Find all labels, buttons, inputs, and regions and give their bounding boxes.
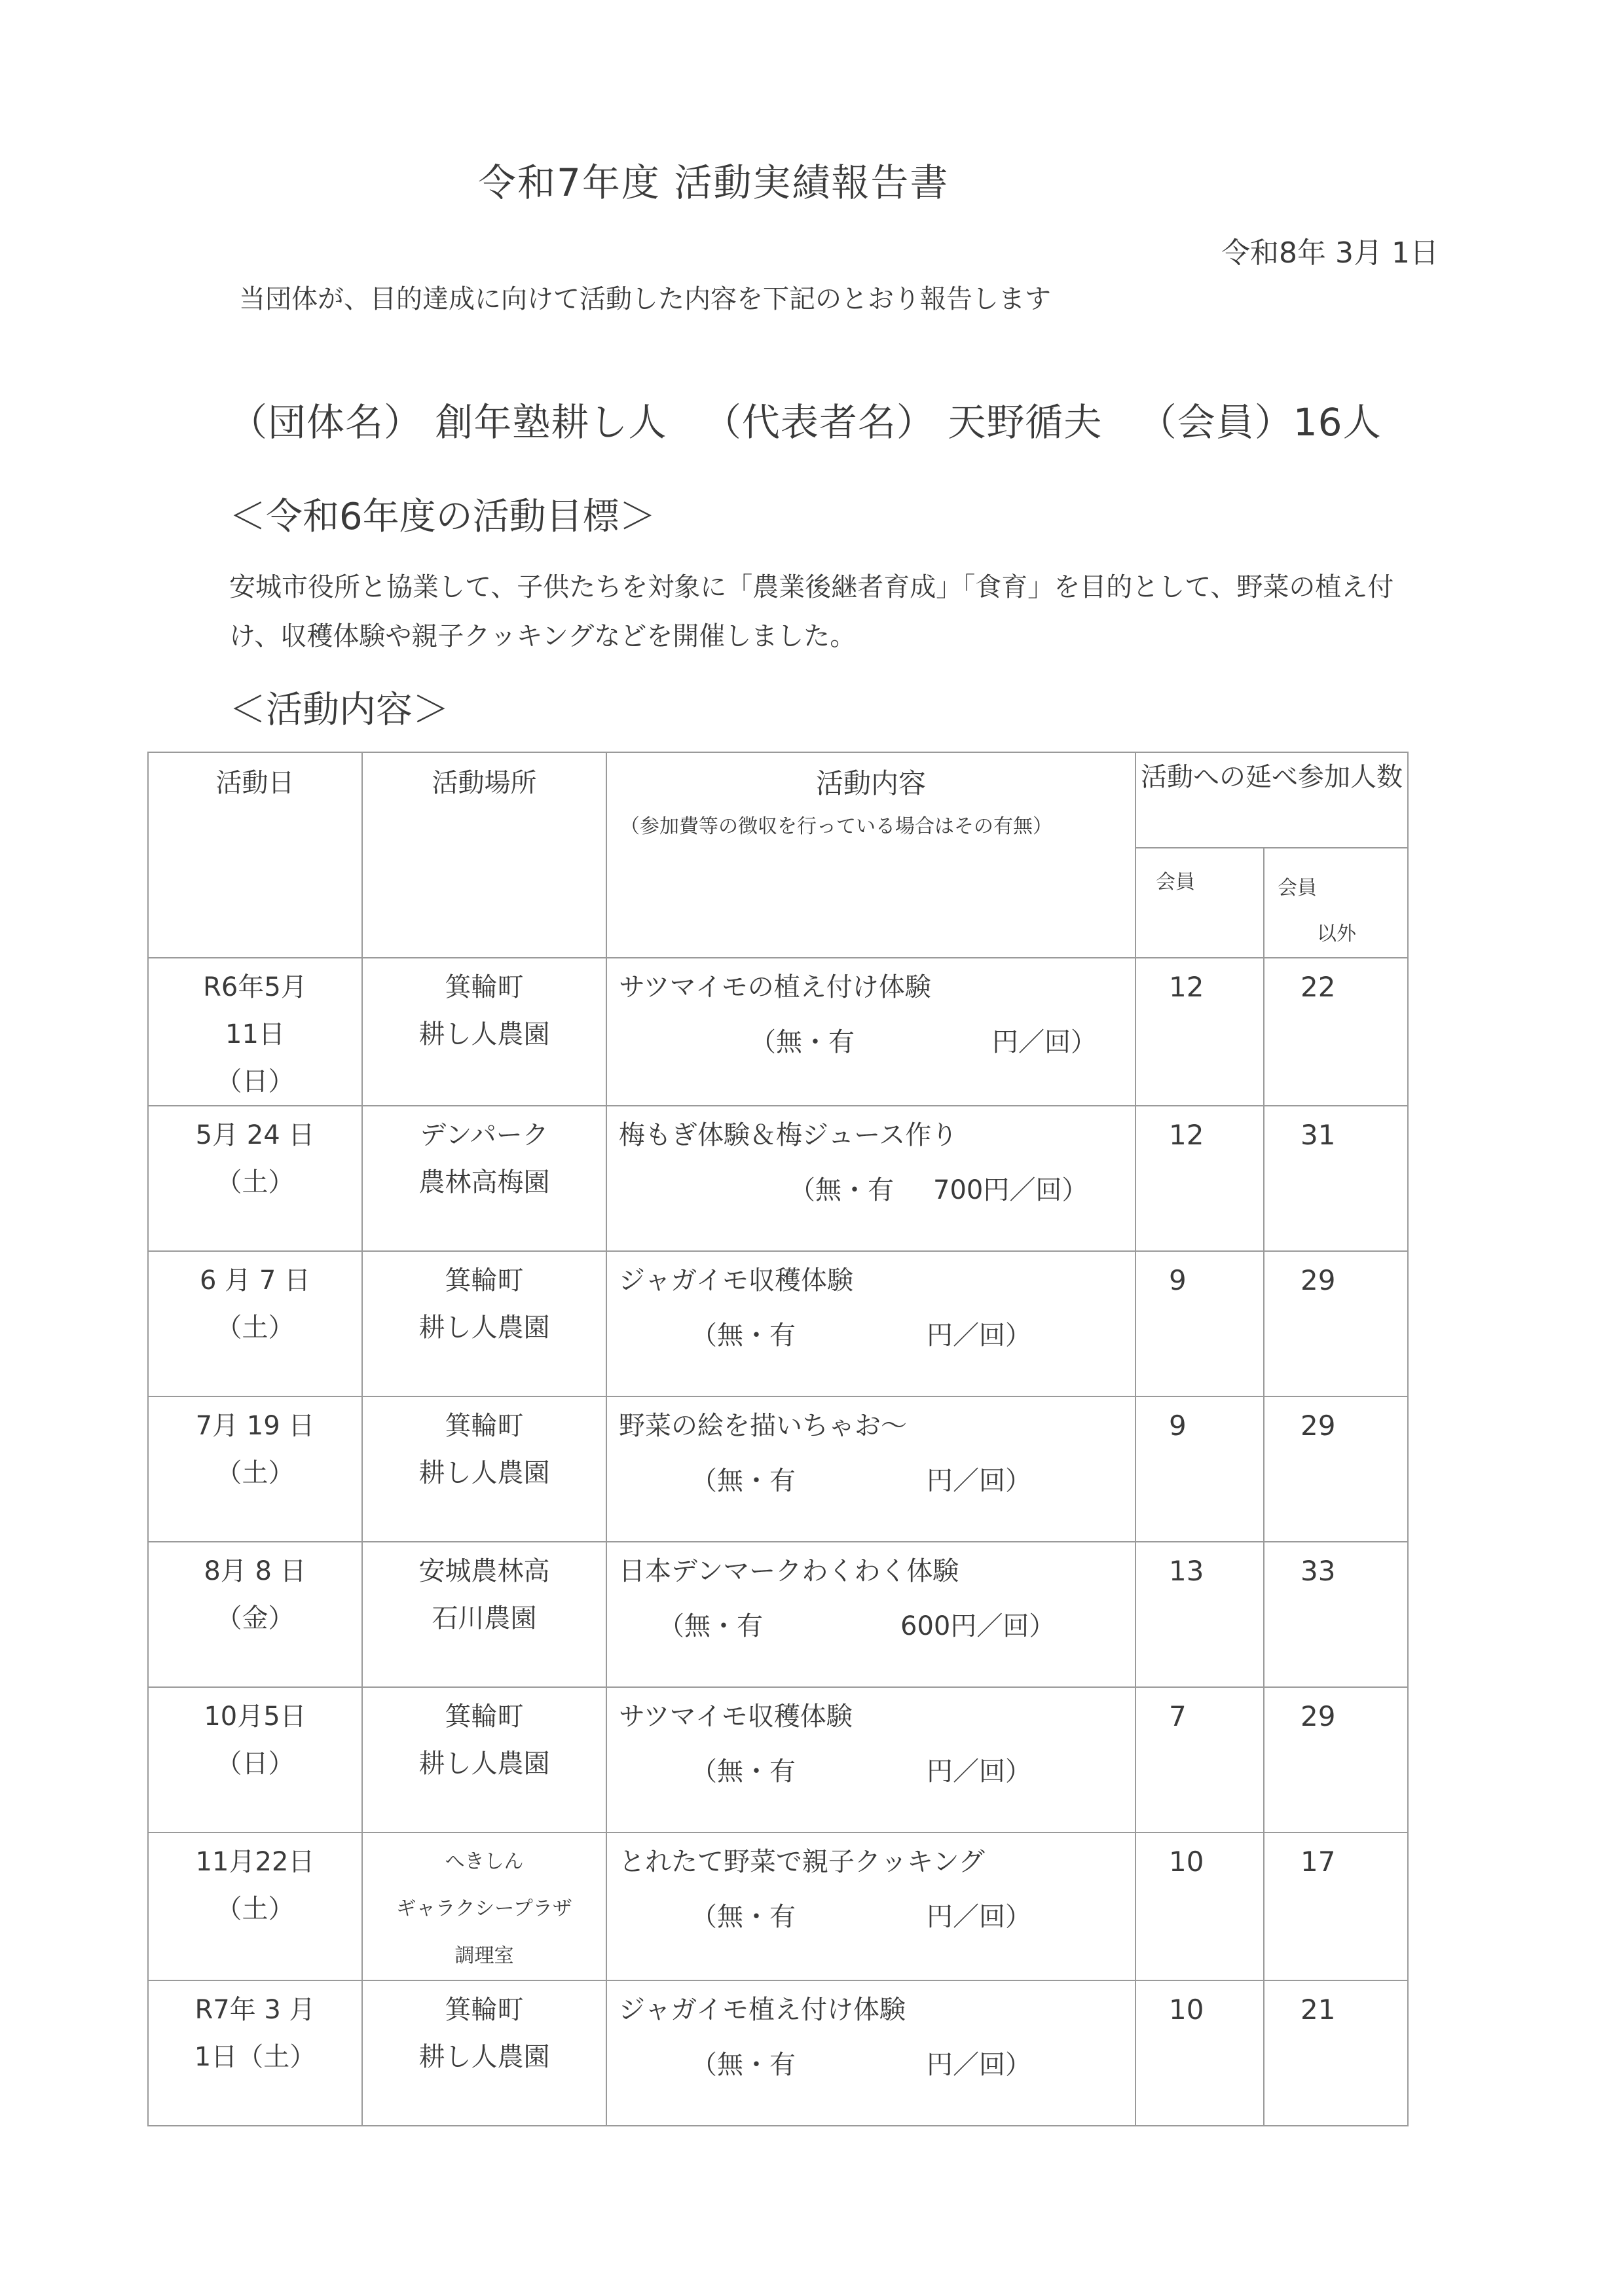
table-row (148, 1832, 1408, 1980)
activity-place (362, 1542, 606, 1687)
header-non-members-line1: 会員 (1278, 877, 1317, 900)
date-line: 6 月 7 日 (199, 1266, 311, 1296)
place-line: 耕し人農園 (418, 2042, 550, 2072)
fee-choice: （無・有 (789, 1175, 894, 1205)
non-members-count: 33 (1264, 1542, 1408, 1687)
date-line: R7年 3 月 (194, 1995, 316, 2025)
goal-text: 安城市役所と協業して、子供たちを対象に「農業後継者育成」「食育」を目的として、野菜の植え付け、収穫体験や親子クッキングなどを開催しました。 (229, 572, 1394, 651)
header-non-members-line2: 以外 (1317, 922, 1356, 945)
fee-amount: 700円／回） (933, 1175, 1088, 1205)
place-line: 箕輪町 (445, 972, 524, 1002)
place-line: ギャラクシープラザ (396, 1897, 572, 1920)
report-date: 令和8年 3月 1日 (1221, 236, 1439, 270)
activity-place (362, 1980, 606, 2126)
header-content-label: 活動内容 (815, 767, 926, 799)
activity-date (148, 1980, 362, 2126)
date-line: 11日 (225, 1019, 285, 1049)
activity-name: サツマイモ収穫体験 (619, 1702, 853, 1732)
fee-line (619, 1886, 1135, 1938)
members-count: 12 (1135, 958, 1264, 1106)
activity-content (606, 1542, 1135, 1687)
date-line: 1日（土） (194, 2042, 316, 2072)
activity-name: 梅もぎ体験＆梅ジュース作り (619, 1120, 958, 1150)
date-line: （土） (215, 1313, 295, 1343)
table-row (148, 1251, 1408, 1396)
header-row (148, 752, 1408, 848)
activity-content (606, 1106, 1135, 1251)
activity-content (606, 1251, 1135, 1396)
date-line: 7月 19 日 (195, 1411, 315, 1441)
group-representative: （代表者名） 天野循夫 (703, 400, 1103, 445)
non-members-count: 29 (1264, 1251, 1408, 1396)
activity-content (606, 1980, 1135, 2126)
fee-line (619, 1304, 1135, 1357)
fee-choice: （無・有 (691, 1757, 796, 1787)
date-line: （日） (215, 1749, 295, 1779)
place-line: 箕輪町 (445, 1266, 524, 1296)
activity-table (147, 752, 1409, 2126)
header-participants: 活動への延べ参加人数 (1135, 752, 1408, 848)
place-line: 石川農園 (432, 1603, 537, 1633)
activity-date (148, 1687, 362, 1832)
place-line: 耕し人農園 (418, 1749, 550, 1779)
goal-heading: ＜令和6年度の活動目標＞ (229, 496, 656, 538)
date-line: 8月 8 日 (204, 1556, 306, 1586)
activity-place (362, 1251, 606, 1396)
fee-line (619, 2033, 1135, 2086)
date-line: R6年5月 (203, 972, 307, 1002)
activity-content (606, 1687, 1135, 1832)
non-members-count: 22 (1264, 958, 1408, 1106)
place-line: へきしん (445, 1850, 524, 1873)
place-line: 耕し人農園 (418, 1458, 550, 1488)
members-count: 9 (1135, 1251, 1264, 1396)
members-count: 13 (1135, 1542, 1264, 1687)
activity-date (148, 958, 362, 1106)
fee-line (619, 1740, 1135, 1793)
fee-choice: （無・有 (691, 1321, 796, 1351)
fee-amount: 円／回） (927, 2050, 1031, 2080)
activity-content (606, 1396, 1135, 1542)
activity-date (148, 1832, 362, 1980)
date-line: 5月 24 日 (195, 1120, 315, 1150)
non-members-count: 17 (1264, 1832, 1408, 1980)
place-line: 調理室 (454, 1944, 514, 1967)
group-info (229, 392, 1405, 446)
fee-amount: 円／回） (927, 1757, 1031, 1787)
date-line: 11月22日 (195, 1847, 315, 1877)
place-line: デンパーク (420, 1120, 549, 1150)
date-line: （金） (215, 1603, 295, 1633)
fee-line (619, 1159, 1135, 1211)
activity-name: 日本デンマークわくわく体験 (619, 1556, 959, 1586)
place-line: 箕輪町 (445, 1995, 524, 2025)
fee-amount: 円／回） (927, 1321, 1031, 1351)
activity-content (606, 1832, 1135, 1980)
activity-content (606, 958, 1135, 1106)
date-line: （土） (215, 1458, 295, 1488)
members-count: 9 (1135, 1396, 1264, 1542)
activity-name: とれたて野菜で親子クッキング (619, 1847, 985, 1877)
fee-amount: 600円／回） (900, 1611, 1056, 1641)
date-line: （土） (215, 1167, 295, 1197)
fee-amount: 円／回） (927, 1902, 1031, 1932)
place-line: 農林高梅園 (418, 1167, 550, 1197)
activity-heading: ＜活動内容＞ (229, 689, 449, 731)
fee-choice: （無・有 (750, 1027, 855, 1057)
header-date: 活動日 (148, 752, 362, 958)
date-line: （土） (215, 1894, 295, 1924)
place-line: 耕し人農園 (418, 1019, 550, 1049)
activity-name: ジャガイモ植え付け体験 (619, 1995, 906, 2025)
fee-line (619, 1595, 1135, 1647)
fee-choice: （無・有 (658, 1611, 763, 1641)
place-line: 安城農林高 (418, 1556, 550, 1586)
fee-line (619, 1449, 1135, 1502)
non-members-count: 31 (1264, 1106, 1408, 1251)
place-line: 箕輪町 (445, 1702, 524, 1732)
header-place: 活動場所 (362, 752, 606, 958)
activity-date (148, 1106, 362, 1251)
fee-line (619, 1011, 1135, 1063)
fee-amount: 円／回） (992, 1027, 1097, 1057)
non-members-count: 29 (1264, 1687, 1408, 1832)
date-line: （日） (215, 1066, 295, 1097)
non-members-count: 21 (1264, 1980, 1408, 2126)
members-count: 7 (1135, 1687, 1264, 1832)
activity-place (362, 1396, 606, 1542)
activity-date (148, 1542, 362, 1687)
fee-choice: （無・有 (691, 1466, 796, 1496)
table-row (148, 958, 1408, 1106)
header-non-members (1264, 848, 1408, 958)
place-line: 箕輪町 (445, 1411, 524, 1441)
header-members: 会員 (1135, 848, 1264, 958)
header-content (606, 752, 1135, 958)
table-row (148, 1542, 1408, 1687)
table-row (148, 1687, 1408, 1832)
fee-amount: 円／回） (927, 1466, 1031, 1496)
intro-text: 当団体が、目的達成に向けて活動した内容を下記のとおり報告します (239, 284, 1051, 314)
fee-choice: （無・有 (691, 2050, 796, 2080)
activity-place (362, 1687, 606, 1832)
activity-date (148, 1396, 362, 1542)
activity-place (362, 1106, 606, 1251)
non-members-count: 29 (1264, 1396, 1408, 1542)
activity-name: サツマイモの植え付け体験 (619, 972, 931, 1002)
activity-place (362, 958, 606, 1106)
table-row (148, 1980, 1408, 2126)
activity-name: ジャガイモ収穫体験 (619, 1266, 853, 1296)
fee-choice: （無・有 (691, 1902, 796, 1932)
activity-date (148, 1251, 362, 1396)
table-row (148, 1106, 1408, 1251)
members-count: 12 (1135, 1106, 1264, 1251)
page-title: 令和7年度 活動実績報告書 (478, 160, 950, 205)
header-content-note: （参加費等の徴収を行っている場合はその有無） (620, 815, 1052, 838)
place-line: 耕し人農園 (418, 1313, 550, 1343)
table-row (148, 1396, 1408, 1542)
group-name: （団体名） 創年塾耕し人 (229, 400, 667, 445)
date-line: 10月5日 (204, 1702, 306, 1732)
group-members: （会員）16人 (1138, 400, 1382, 445)
members-count: 10 (1135, 1980, 1264, 2126)
members-count: 10 (1135, 1832, 1264, 1980)
activity-place (362, 1832, 606, 1980)
activity-name: 野菜の絵を描いちゃお～ (619, 1411, 907, 1441)
